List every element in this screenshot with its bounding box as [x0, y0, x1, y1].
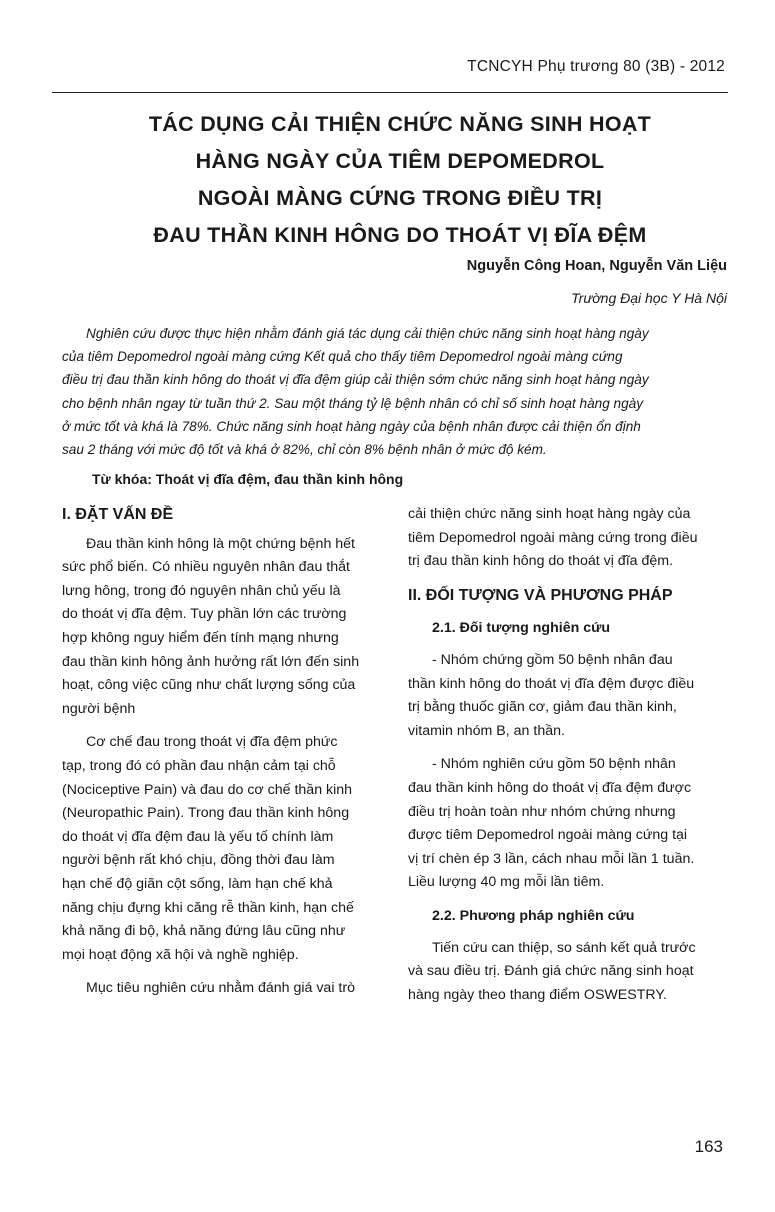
- right-column: [408, 503, 734, 1007]
- title-line: HÀNG NGÀY CỦA TIÊM DEPOMEDROL: [195, 149, 605, 173]
- abstract: [62, 322, 730, 461]
- text-line: khả năng đi bộ, khả năng đứng lâu cũng như: [62, 923, 346, 940]
- article-title: [60, 106, 740, 254]
- text-line: hàng ngày theo thang điểm OSWESTRY.: [408, 986, 667, 1003]
- left-column: [62, 503, 388, 1001]
- paragraph: [408, 649, 734, 743]
- text-line: và sau điều trị. Đánh giá chức năng sinh hoạt: [408, 963, 694, 980]
- text-line: mọi hoạt động xã hội và nghề nghiệp.: [62, 946, 299, 963]
- paragraph: [408, 503, 734, 574]
- text-line: thần kinh hông do thoát vị đĩa đệm được điều: [408, 675, 695, 692]
- text-line: đau thần kinh hông do thoát vị đĩa đệm được: [408, 779, 692, 796]
- text-line: Cơ chế đau trong thoát vị đĩa đệm phức: [86, 734, 338, 751]
- text-line: Tiến cứu can thiệp, so sánh kết quả trước: [432, 939, 696, 956]
- abstract-line: ở mức tốt và khá là 78%. Chức năng sinh hoạt hàng ngày của bệnh nhân được cải thiện ổn định: [62, 418, 641, 434]
- header-rule: [72, 92, 728, 93]
- paragraph: [62, 977, 388, 1001]
- text-line: Mục tiêu nghiên cứu nhằm đánh giá vai trò: [86, 980, 355, 997]
- text-line: cải thiện chức năng sinh hoạt hàng ngày của: [408, 506, 691, 522]
- page-number: 163: [694, 1137, 723, 1156]
- text-line: sức phổ biến. Có nhiều nguyên nhân đau thắt: [62, 559, 350, 576]
- text-line: tạp, trong đó có phần đau nhận cảm tại chỗ: [62, 757, 336, 774]
- text-line: tiêm Depomedrol ngoài màng cứng trong điều: [408, 529, 698, 546]
- text-line: trị đau thần kinh hông do thoát vị đĩa đệm.: [408, 553, 674, 570]
- abstract-line: cho bệnh nhân ngay từ tuần thứ 2. Sau một tháng tỷ lệ bệnh nhân có chỉ số sinh hoạt hàng ngày: [62, 395, 644, 411]
- text-line: lưng hông, trong đó nguyên nhân chủ yếu là: [62, 582, 341, 599]
- keywords: Từ khóa: Thoát vị đĩa đệm, đau thần kinh hông: [92, 471, 404, 487]
- affiliation: Trường Đại học Y Hà Nội: [571, 290, 727, 306]
- text-line: do thoát vị đĩa đệm đau là yếu tố chính làm: [62, 828, 334, 845]
- abstract-line: sau 2 tháng với mức độ tốt và khá ở 82%, chỉ còn 8% bệnh nhân ở mức độ kém.: [62, 442, 547, 458]
- text-line: năng chịu đựng khi căng rễ thần kinh, hạn chế: [62, 899, 354, 916]
- text-line: đau thần kinh hông ảnh hưởng rất lớn đến sinh: [62, 653, 360, 670]
- abstract-line: điều trị đau thần kinh hông do thoát vị đĩa đệm giúp cải thiện sớm chức năng sinh hoạt hàng ngày: [62, 372, 649, 388]
- text-line: hợp không nguy hiểm đến tính mạng nhưng: [62, 629, 339, 646]
- section-heading-introduction: I. ĐẶT VẤN ĐỀ: [62, 506, 174, 523]
- text-line: (Neuropathic Pain). Trong đau thần kinh hông: [62, 805, 350, 822]
- subheading-subjects: 2.1. Đối tượng nghiên cứu: [432, 620, 611, 637]
- text-line: hoạt, công việc cũng như chất lượng sống của: [62, 677, 356, 694]
- paragraph: [408, 937, 734, 1008]
- text-line: hạn chế độ giãn cột sống, làm hạn chế khả: [62, 875, 333, 892]
- title-line: TÁC DỤNG CẢI THIỆN CHỨC NĂNG SINH HOẠT: [148, 112, 652, 136]
- authors: Nguyễn Công Hoan, Nguyễn Văn Liệu: [466, 258, 727, 274]
- text-line: do thoát vị đĩa đệm. Tuy phần lớn các trường: [62, 606, 347, 623]
- abstract-line: Nghiên cứu được thực hiện nhằm đánh giá tác dụng cải thiện chức năng sinh hoạt hàng ngày: [86, 326, 649, 341]
- text-line: người bệnh rất khó chịu, đồng thời đau làm: [62, 852, 335, 869]
- paragraph: [62, 533, 388, 722]
- text-line: điều trị hoàn toàn như nhóm chứng nhưng: [408, 803, 676, 820]
- text-line: (Nociceptive Pain) và đau do cơ chế thần kinh: [62, 781, 353, 798]
- paragraph: [408, 753, 734, 895]
- text-line: - Nhóm nghiên cứu gồm 50 bệnh nhân: [432, 756, 676, 773]
- paragraph: [62, 731, 388, 967]
- text-line: vị trí chèn ép 3 lần, cách nhau mỗi lần 1 tuần.: [408, 850, 695, 867]
- journal-header: TCNCYH Phụ trương 80 (3B) - 2012: [467, 58, 725, 75]
- text-line: được tiêm Depomedrol ngoài màng cứng tại: [408, 827, 688, 844]
- text-line: Đau thần kinh hông là một chứng bệnh hết: [86, 535, 356, 552]
- subheading-methods: 2.2. Phương pháp nghiên cứu: [432, 907, 635, 924]
- text-line: người bệnh: [62, 700, 136, 717]
- text-line: - Nhóm chứng gồm 50 bệnh nhân đau: [432, 651, 673, 668]
- section-heading-methods: II. ĐỐI TƯỢNG VÀ PHƯƠNG PHÁP: [408, 586, 673, 604]
- text-line: trị bằng thuốc giãn cơ, giảm đau thần kinh,: [408, 699, 677, 716]
- text-line: vitamin nhóm B, an thần.: [408, 722, 565, 739]
- title-line: NGOÀI MÀNG CỨNG TRONG ĐIỀU TRỊ: [197, 186, 603, 210]
- abstract-line: của tiêm Depomedrol ngoài màng cứng Kết quả cho thấy tiêm Depomedrol ngoài màng cứng: [62, 349, 623, 365]
- text-line: Liều lượng 40 mg mỗi lần tiêm.: [408, 874, 605, 891]
- title-line: ĐAU THẦN KINH HÔNG DO THOÁT VỊ ĐĨA ĐỆM: [153, 223, 647, 247]
